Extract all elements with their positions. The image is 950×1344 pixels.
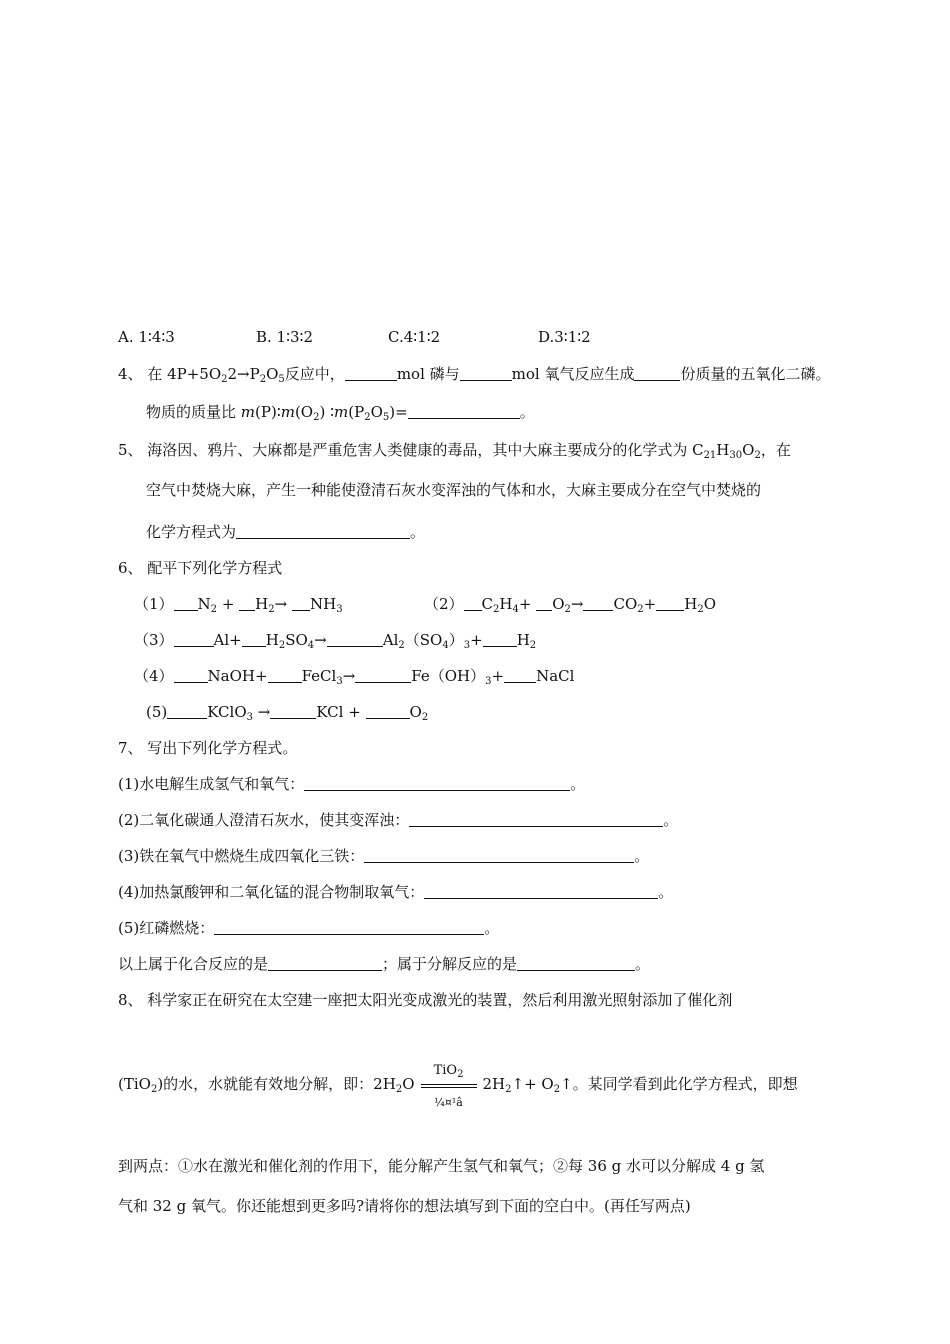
q7-item-2: (2)二氧化碳通人澄清石灰水，使其变浑浊： 。 (118, 811, 679, 829)
answer-blank[interactable] (408, 403, 520, 419)
answer-blank[interactable] (174, 595, 198, 611)
question-8-line-2: (TiO$_2$)的水，水就能有效地分解，即：$2H_2O$ $\frac{TiO_2}{\text{¼¤¹â}}$ $2H_2↑+$ $O_2↑$。某同学看到此化学方程式，即想 (118, 1063, 798, 1109)
question-8-line-3: 到两点：①水在激光和催化剂的作用下，能分解产生氢气和氧气；②每 36 g 水可以分解成 4 g 氢 (118, 1157, 765, 1175)
answer-blank[interactable] (424, 883, 658, 899)
question-4-line-2: 物质的质量比 $m(P)∶m(O_2)$ $∶m(P_2O_5)=$ 。 (146, 403, 535, 423)
q7-item-3: (3)铁在氧气中燃烧生成四氧化三铁： 。 (118, 847, 650, 865)
reaction-condition: $\frac{TiO_2}{\text{¼¤¹â}}$ (421, 1075, 477, 1095)
answer-blank[interactable] (270, 703, 316, 719)
answer-blank[interactable] (236, 523, 410, 539)
answer-blank[interactable] (409, 811, 663, 827)
question-5-line-2: 空气中焚烧大麻，产生一种能使澄清石灰水变浑浊的气体和水，大麻主要成分在空气中焚烧的 (146, 481, 762, 499)
answer-blank[interactable] (464, 595, 482, 611)
q7-item-5: (5)红磷燃烧： 。 (118, 919, 500, 937)
balance-equation-1: （1） $N_2 + H_2\to NH_3$ (134, 595, 343, 615)
balance-equation-5: (5) KClO$_3$ → KCl + $O_2$ (146, 703, 429, 723)
answer-blank[interactable] (583, 595, 613, 611)
answer-blank[interactable] (239, 595, 255, 611)
answer-blank[interactable] (355, 667, 411, 683)
q7-summary: 以上属于化合反应的是 ；属于分解反应的是 。 (118, 955, 651, 973)
balance-equation-2: （2） $C_2H_4+ O_2\to CO_2+ H_2O$ (424, 595, 716, 615)
answer-blank[interactable] (536, 595, 552, 611)
question-8-line-1: 8、 科学家正在研究在太空建一座把太阳光变成激光的装置，然后利用激光照射添加了催化剂 (118, 991, 733, 1009)
question-6-title: 6、 配平下列化学方程式 (118, 559, 283, 577)
answer-blank[interactable] (345, 365, 397, 381)
answer-blank[interactable] (366, 703, 410, 719)
answer-blank[interactable] (242, 631, 266, 647)
answer-blank[interactable] (327, 631, 383, 647)
answer-blank[interactable] (504, 667, 536, 683)
question-8-line-4: 气和 32 g 氧气。你还能想到更多吗?请将你的想法填写到下面的空白中。(再任写两点) (118, 1197, 691, 1215)
answer-blank[interactable] (304, 775, 570, 791)
answer-blank[interactable] (483, 631, 517, 647)
balance-equation-4: （4） NaOH+ FeCl$_3$→ $Fe(OH)_3+$ NaCl (134, 667, 575, 687)
balance-equation-3: （3） $Al+ H_2SO_4\to Al_2(SO_4)_3+ H_2$ (134, 631, 537, 651)
q7-item-1: (1)水电解生成氢气和氧气： 。 (118, 775, 586, 793)
question-4-line-1: 4、 在 $4P+5O_22\to P_2O_5$反应中， mol 磷与 mol 氧气反应生成 份质量的五氧化二磷。 (118, 365, 831, 385)
answer-blank[interactable] (214, 919, 484, 935)
q3-option-d: D.3∶1∶2 (538, 328, 591, 346)
answer-blank[interactable] (268, 955, 382, 971)
answer-blank[interactable] (174, 667, 208, 683)
q3-option-b: B. 1∶3∶2 (256, 328, 313, 346)
q3-option-c: C.4∶1∶2 (388, 328, 441, 346)
question-5-line-3: 化学方程式为 。 (146, 523, 426, 541)
q7-item-4: (4)加热氯酸钾和二氧化锰的混合物制取氧气： 。 (118, 883, 674, 901)
answer-blank[interactable] (268, 667, 302, 683)
answer-blank[interactable] (517, 955, 635, 971)
answer-blank[interactable] (656, 595, 684, 611)
answer-blank[interactable] (292, 595, 310, 611)
answer-blank[interactable] (634, 365, 680, 381)
question-5-line-1: 5、 海洛因、鸦片、大麻都是严重危害人类健康的毒品，其中大麻主要成分的化学式为 $C_{21}H_{30}O_2$，在 (118, 441, 791, 461)
q3-option-a: A. 1∶4∶3 (118, 328, 175, 346)
answer-blank[interactable] (460, 365, 512, 381)
answer-blank[interactable] (174, 631, 214, 647)
answer-blank[interactable] (364, 847, 634, 863)
answer-blank[interactable] (167, 703, 207, 719)
question-7-title: 7、 写出下列化学方程式。 (118, 739, 298, 757)
